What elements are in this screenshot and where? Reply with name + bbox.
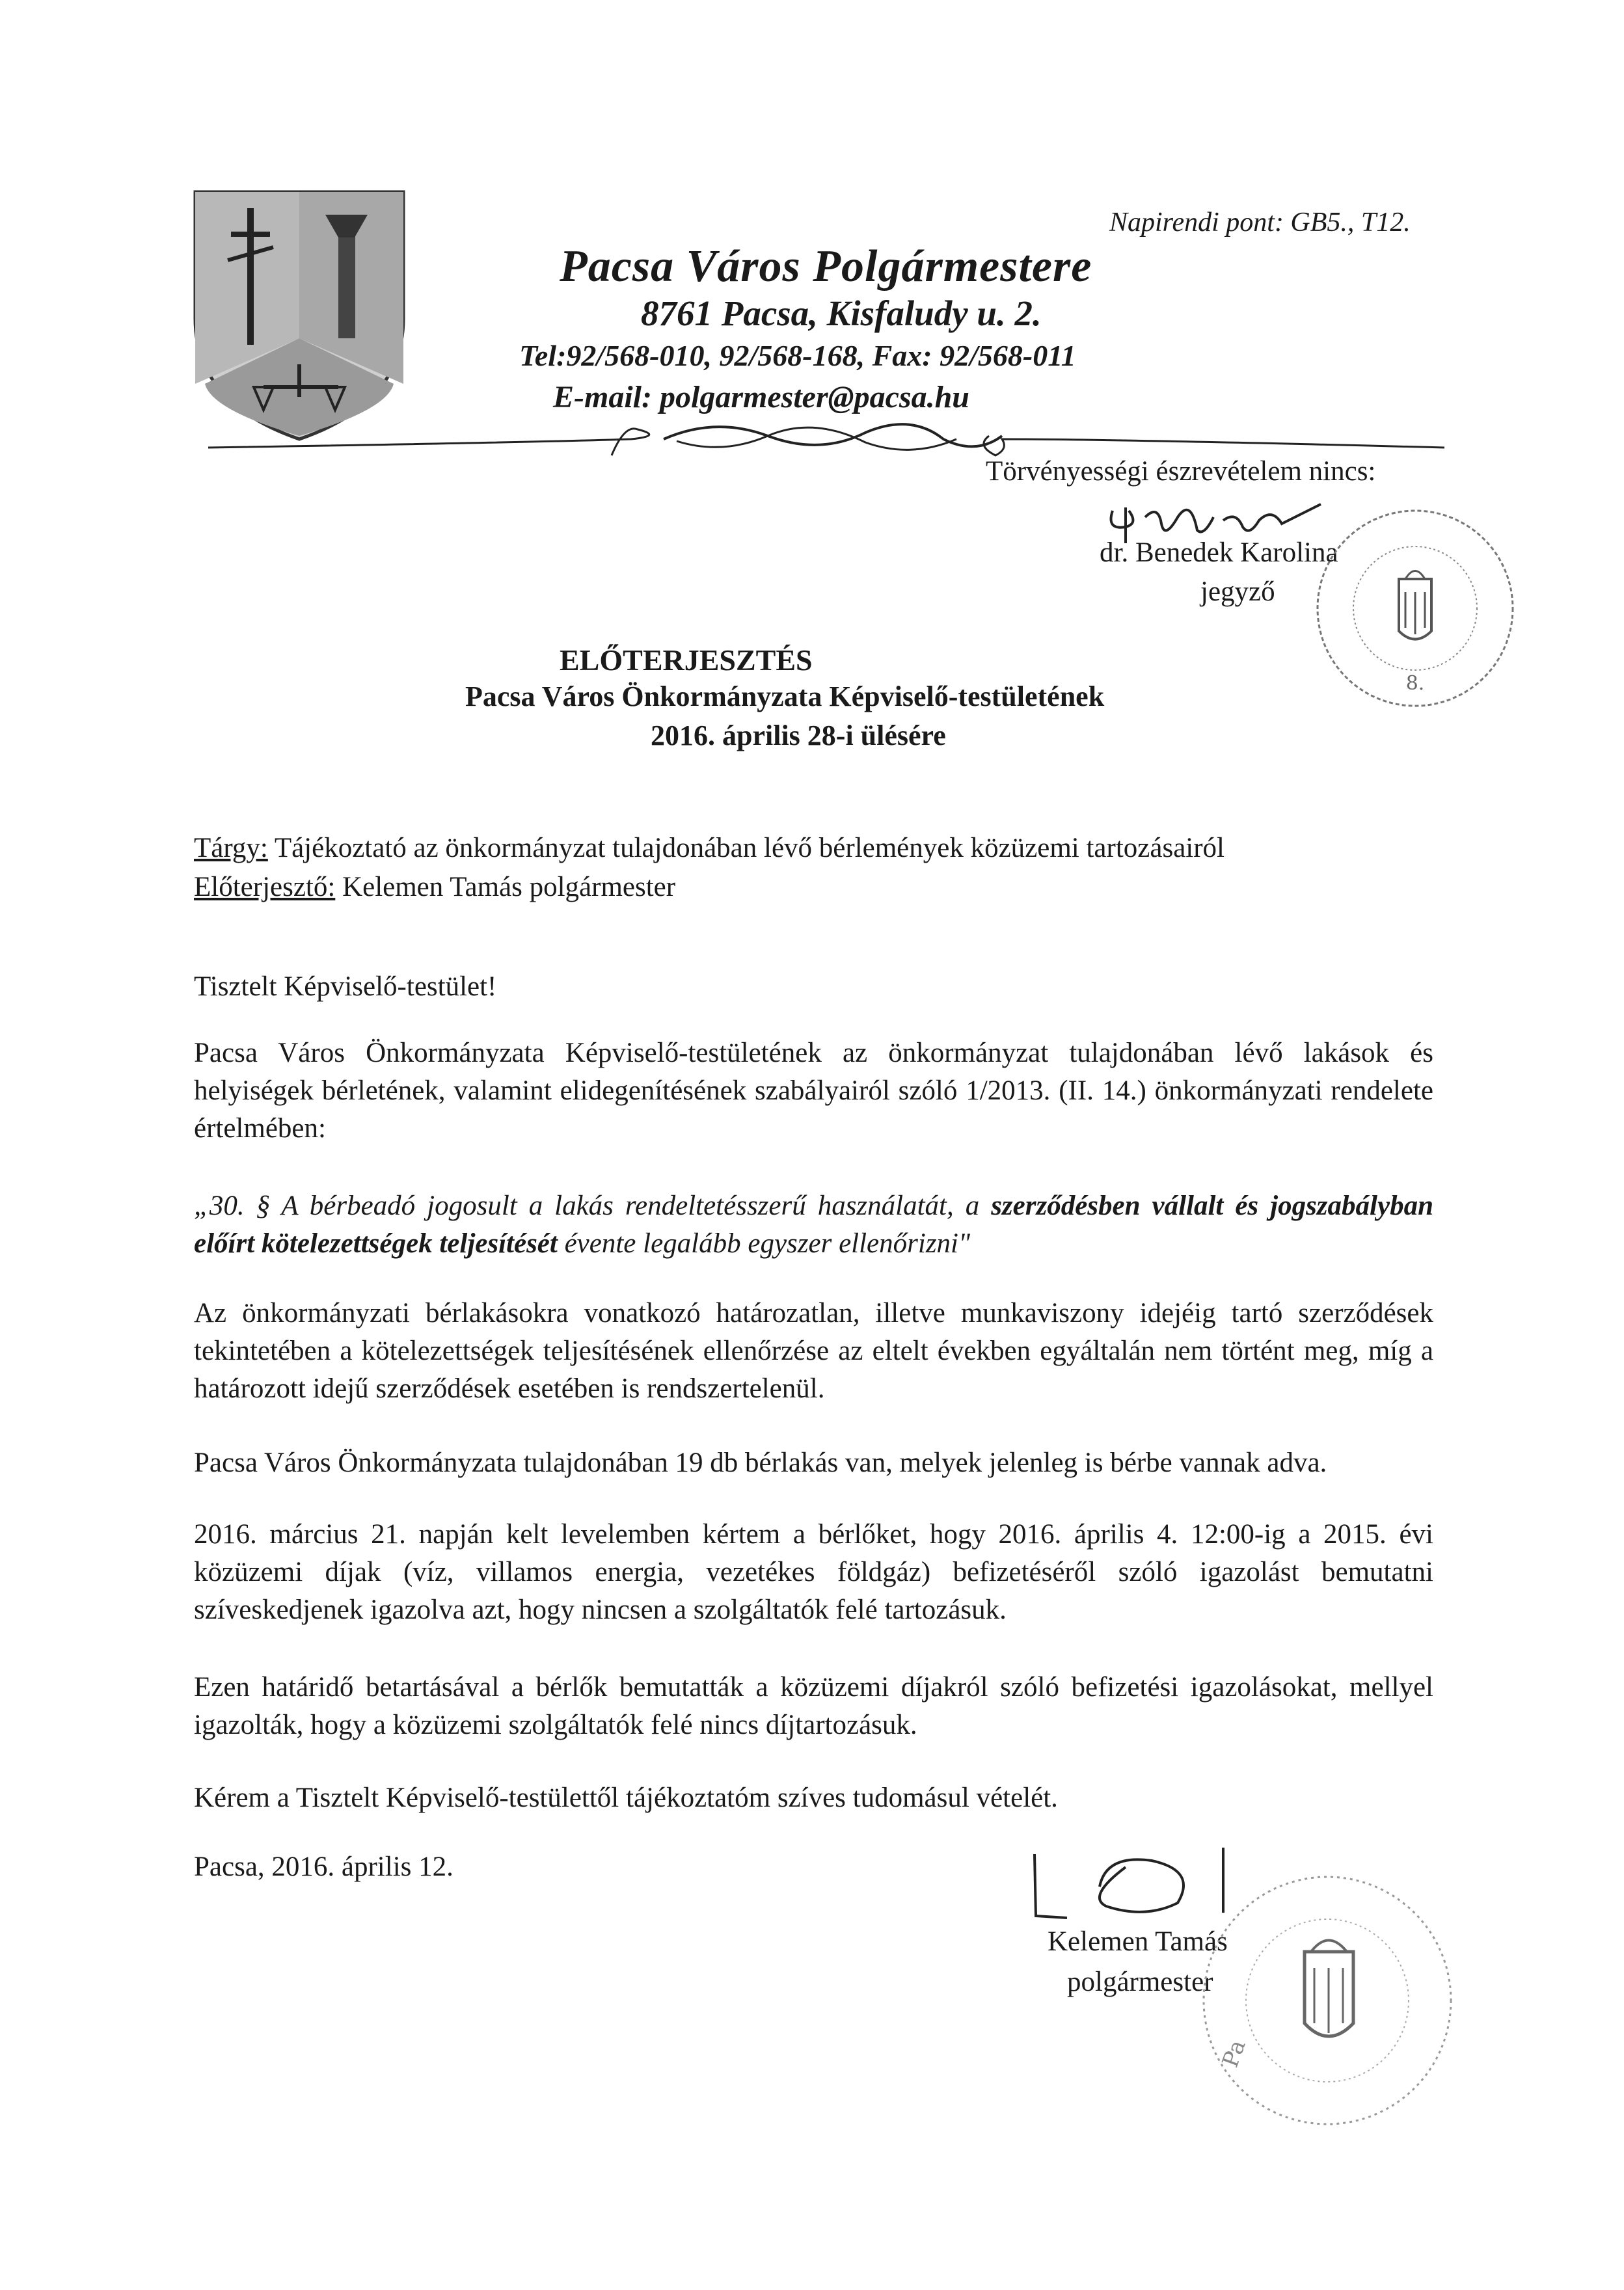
office-title: Pacsa Város Polgármestere xyxy=(560,241,1092,291)
coat-of-arms-emblem xyxy=(192,189,407,442)
subject-text: Tájékoztató az önkormányzat tulajdonában lévő bérlemények közüzemi tartozásairól xyxy=(267,833,1225,863)
proposal-meeting-date: 2016. április 28-i ülésére xyxy=(651,720,946,751)
presenter-line xyxy=(194,869,1433,906)
proposal-heading: ELŐTERJESZTÉS xyxy=(560,643,813,677)
office-phone-fax: Tel:92/568-010, 92/568-168, Fax: 92/568-011 xyxy=(519,339,1076,372)
place-and-date: Pacsa, 2016. április 12. xyxy=(194,1852,453,1882)
legality-statement: Törvényességi észrevételem nincs: xyxy=(986,456,1376,487)
proposal-recipient: Pacsa Város Önkormányzata Képviselő-testületének xyxy=(465,680,1105,712)
subject-line xyxy=(194,829,1433,867)
paragraph-letter: 2016. március 21. napján kelt levelemben kértem a bérlőket, hogy 2016. április 4. 12:00-ig a 2015. évi közüzemi díjak (víz, villamos energia, vezetékes földgáz) befizetéséről szóló igazolást bemutatni szíveskedjenek igazolva azt, hogy nincsen a szolgáltatók felé tartozásuk. xyxy=(194,1519,1433,1625)
notary-stamp-number: 8. xyxy=(1405,672,1425,695)
svg-text:Pa: Pa xyxy=(1217,2036,1251,2071)
office-address: 8761 Pacsa, Kisfaludy u. 2. xyxy=(641,293,1042,333)
mayor-name: Kelemen Tamás xyxy=(1048,1926,1228,1957)
salutation: Tisztelt Képviselő-testület! xyxy=(194,971,497,1002)
paragraph-result: Ezen határidő betartásával a bérlők bemutatták a közüzemi díjakról szóló befizetési igazolásokat, mellyel igazolták, hogy a közüzemi szolgáltatók felé nincs díjtartozásuk. xyxy=(194,1672,1433,1740)
quote-bold: szerződésben vállalt és jogszabályban előírt kötelezettségek teljesítését xyxy=(194,1191,1433,1259)
presenter-label: Előterjesztő: xyxy=(194,872,336,902)
quoted-regulation xyxy=(194,1187,1433,1263)
subject-label: Tárgy: xyxy=(194,833,268,863)
agenda-point: Napirendi pont: GB5., T12. xyxy=(1109,208,1411,237)
mayor-office-stamp xyxy=(1191,1861,1464,2140)
quote-part-1: „30. § A bérbeadó jogosult a lakás rendeltetésszerű használatát, a xyxy=(194,1191,992,1221)
paragraph-request: Kérem a Tisztelt Képviselő-testülettől tájékoztatóm szíves tudomásul vételét. xyxy=(194,1783,1058,1813)
notary-name: dr. Benedek Karolina xyxy=(1100,537,1338,568)
paragraph-apartments: Pacsa Város Önkormányzata tulajdonában 19 db bérlakás van, melyek jelenleg is bérbe vannak adva. xyxy=(194,1448,1327,1478)
office-email: E-mail: polgarmester@pacsa.hu xyxy=(553,380,969,414)
quote-part-2: évente legalább egyszer ellenőrizni" xyxy=(557,1228,971,1259)
mayor-role: polgármester xyxy=(1067,1967,1213,1997)
notary-role: jegyző xyxy=(1200,576,1275,607)
presenter-text: Kelemen Tamás polgármester xyxy=(335,872,676,902)
paragraph-inspections: Az önkormányzati bérlakásokra vonatkozó határozatlan, illetve munkaviszony idejéig tartó szerződések tekintetében a kötelezettségek teljesítésének ellenőrzése az eltelt években egyáltalán nem történt meg, míg a határozott idejű szerződések esetében is rendszertelenül. xyxy=(194,1298,1433,1404)
paragraph-regulation: Pacsa Város Önkormányzata Képviselő-testületének az önkormányzat tulajdonában lévő lakások és helyiségek bérletének, valamint elidegenítésének szabályairól szóló 1/2013. (II. 14.) önkormányzati rendelete értelmében: xyxy=(194,1038,1433,1144)
